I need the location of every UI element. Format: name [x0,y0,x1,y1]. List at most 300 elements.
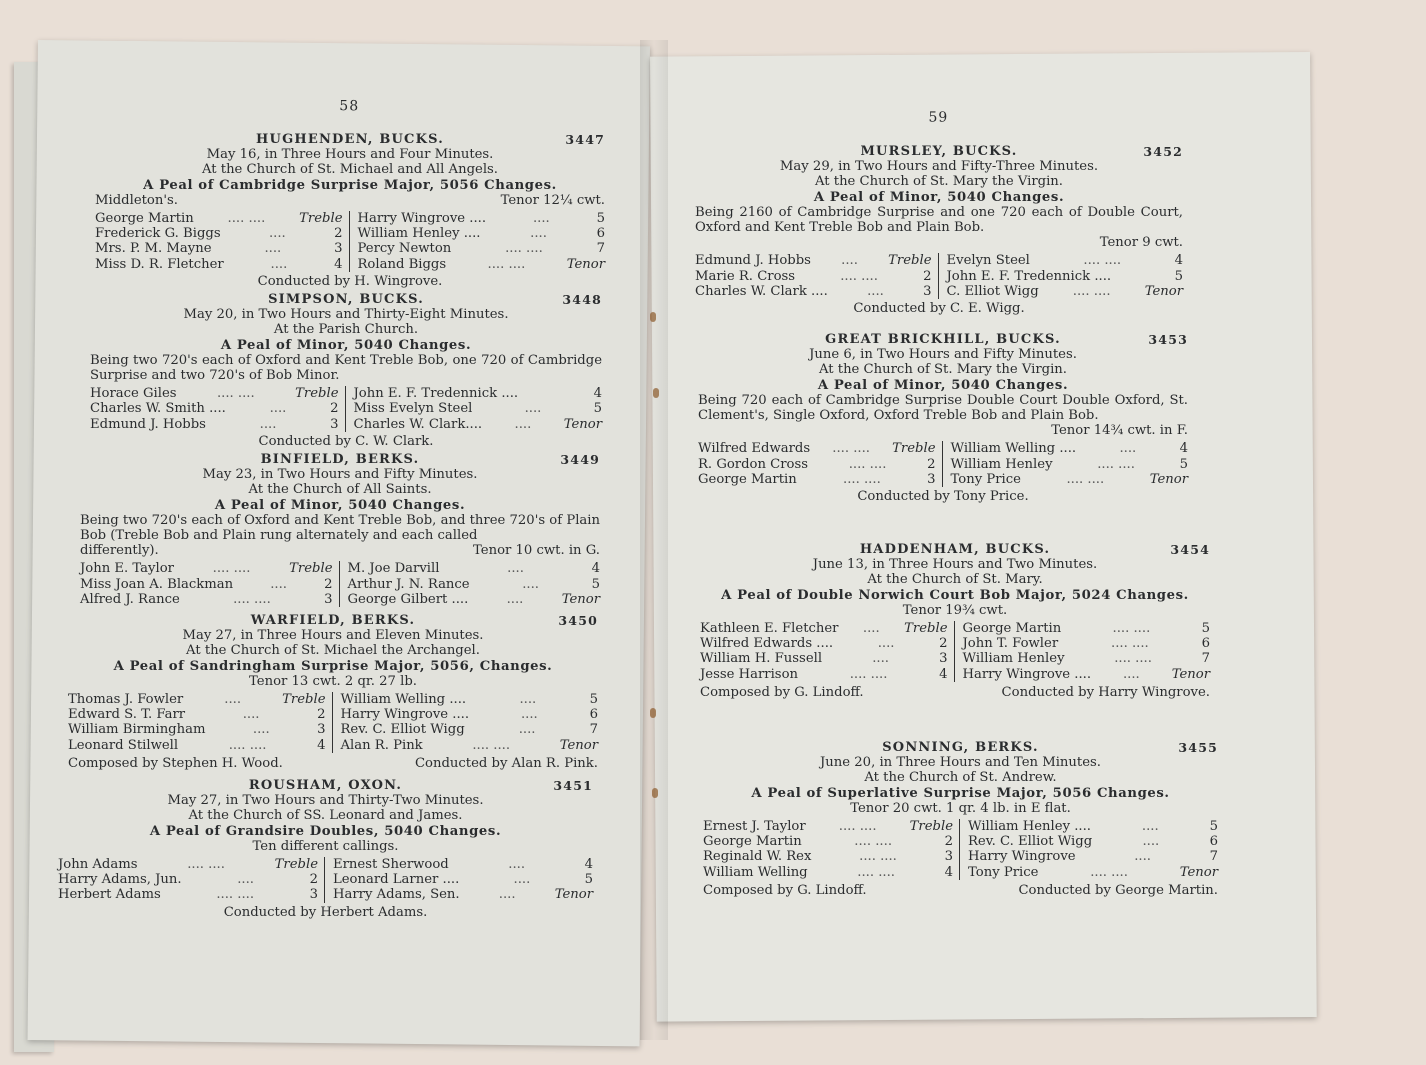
bell-position: 2 [927,456,936,472]
band-column-right [350,211,606,272]
ringer-row [58,857,318,872]
peal-entry [90,292,602,449]
bell-position: 6 [589,707,598,723]
peal-number: 3454 [1170,542,1210,557]
peal-entry [58,778,593,920]
conductor: Conducted by C. W. Clark. [258,433,434,449]
conductor: Conducted by Harry Wingrove. [1001,684,1210,700]
ringer-row [348,577,601,592]
bell-position: 7 [1201,651,1210,667]
band-column-left [68,692,333,753]
leader-dots: .... [270,576,288,592]
leader-dots: .... [1134,849,1151,865]
leader-dots: .... [259,416,277,432]
tenor-weight: Tenor 9 cwt. [1099,235,1183,251]
ringer-name: Ernest Sherwood [333,857,449,873]
ringer-row [703,819,953,834]
peal-method: A Peal of Superlative Surprise Major, 5056 Changes. [751,785,1170,801]
bell-position: Treble [909,819,953,835]
conductor: Conducted by George Martin. [1018,882,1218,898]
leader-dots: .... [1122,666,1140,682]
ringer-row [95,226,343,241]
bell-position: Tenor [1179,864,1218,880]
ringer-row [947,269,1184,284]
peal-description: Being 720 each of Cambridge Surprise Double Court Double Oxford, St. Clement's, Single Oxford, Oxford Treble Bob and Plain Bob. [698,392,1188,424]
band-column-left [703,819,960,880]
band-column-right [939,253,1184,299]
leader-dots: .... .... [1114,651,1152,667]
tenor-weight: Tenor 12¼ cwt. [500,192,605,208]
ringer-row [358,226,606,241]
ringer-name: William Henley .... [968,819,1091,835]
ringer-name: Tony Price [968,864,1039,880]
leader-dots: .... .... [472,737,511,753]
leader-dots: .... .... [859,849,897,865]
ringers-band [703,819,1218,880]
ringer-row [68,707,326,722]
ringer-row [963,651,1211,666]
peal-method: A Peal of Cambridge Surprise Major, 5056 Changes. [143,177,557,193]
ringer-name: Evelyn Steel [946,253,1030,269]
bell-position: 3 [324,591,333,607]
bell-position: 5 [1209,819,1218,835]
peal-time: May 20, in Two Hours and Thirty-Eight Minutes. [183,307,509,323]
ringer-name: Arthur J. N. Rance [347,576,470,592]
ringer-name: Edward S. T. Farr [68,707,186,723]
composer-conductor-line [700,685,1210,700]
peal-church: At the Church of St. Michael and All Angels. [201,162,498,178]
bell-position: 3 [927,471,936,487]
ringer-row [703,849,953,864]
peal-method: A Peal of Double Norwich Court Bob Major, 5024 Changes. [721,587,1189,603]
peal-time: May 16, in Three Hours and Four Minutes. [206,147,494,163]
ringer-row [333,887,593,902]
leader-dots: .... [242,707,260,723]
ringers-band [698,441,1188,487]
leader-dots: .... .... [1111,636,1149,652]
bell-position: 4 [584,857,593,873]
ringer-row [963,636,1211,651]
leader-dots: .... [252,722,270,738]
ringer-row [341,692,599,707]
leader-dots: .... [519,692,537,708]
bell-position: 5 [584,872,593,888]
ringer-name: Alfred J. Rance [80,591,180,607]
bell-position: 3 [334,241,343,257]
ringer-name: George Martin [703,834,802,850]
ringer-name: John E. Taylor [80,561,174,577]
composer-conductor-line [68,756,598,771]
bell-position: 3 [944,849,953,865]
tenor-weight: Tenor 19¾ cwt. [902,602,1008,618]
ringer-name: Percy Newton [357,241,452,257]
ringer-name: George Martin [698,471,797,487]
peal-entry [698,332,1188,504]
ringer-name: Kathleen E. Fletcher [700,621,839,637]
bell-position: 4 [1174,253,1183,269]
leader-dots: .... .... [187,857,225,873]
ringer-name: Harry Wingrove .... [340,707,470,723]
place-title: BINFIELD, BERKS. 3449 [260,452,600,467]
ringer-row [951,441,1189,456]
leader-dots: .... [224,692,242,708]
bell-position: 7 [596,241,605,257]
ringer-row [354,401,603,416]
ringer-row [80,592,333,607]
bell-position: 3 [317,722,326,738]
bell-position: 2 [330,401,339,417]
peal-number: 3450 [558,613,598,628]
ringer-name: Wilfred Edwards [698,441,811,457]
leader-dots: .... .... [1097,456,1135,472]
leader-dots: .... [532,211,550,227]
ringer-name: Leonard Larner .... [333,872,460,888]
band-column-left [90,386,346,432]
peal-number: 3452 [1143,144,1183,159]
bell-position: Treble [892,441,936,457]
bell-position: 4 [944,864,953,880]
ringer-name: Alan R. Pink [340,737,423,753]
peal-church: At the Church of St. Mary the Virgin. [818,362,1067,378]
bell-position: Treble [274,857,318,873]
ringers-band [68,692,598,753]
ringer-name: Edmund J. Hobbs [695,253,811,269]
ringer-row [968,865,1218,880]
ringer-row [354,386,603,401]
ringer-name: Harry Wingrove .... [962,666,1092,682]
ringer-row [354,417,603,432]
bell-position: 3 [939,651,948,667]
bell-position: 4 [317,737,326,753]
bell-position: 4 [1179,441,1188,457]
bell-position: 5 [591,576,600,592]
leader-dots: .... [498,887,516,903]
ringer-row [90,401,339,416]
peal-entry [700,542,1210,700]
ringer-name: John T. Fowler [962,636,1059,652]
peal-number: 3451 [553,778,593,793]
bell-position: 5 [589,692,598,708]
peal-time: May 29, in Two Hours and Fifty-Three Minutes. [779,159,1099,175]
peal-description: Being 2160 of Cambridge Surprise and one 720 each of Double Court, Oxford and Kent Treble Bob and Plain Bob. [695,204,1183,236]
peal-time: May 27, in Two Hours and Thirty-Two Minutes. [167,793,484,809]
leader-dots: .... .... [848,456,887,472]
bell-position: Tenor [1144,283,1183,299]
bell-position: Treble [904,621,948,637]
ringer-row [951,457,1189,472]
bell-position: 7 [1209,849,1218,865]
ringer-row [341,722,599,737]
peal-time: May 27, in Three Hours and Eleven Minutes. [182,628,484,644]
bell-position: 3 [923,283,932,299]
page-number: 58 [339,98,360,115]
ringer-name: Thomas J. Fowler [68,692,184,708]
ringer-name: Edmund J. Hobbs [90,416,206,432]
band-column-left [698,441,943,487]
ringer-name: Wilfred Edwards .... [700,636,834,652]
ringer-name: Harry Adams, Sen. [333,887,460,903]
leader-dots: .... .... [1083,253,1122,269]
bell-position: 2 [324,576,333,592]
leader-dots: .... .... [838,819,877,835]
description-tenor-line [80,543,600,558]
leader-dots: .... .... [216,887,255,903]
ringer-name: Charles W. Clark.... [353,416,483,432]
ringer-row [695,269,932,284]
ringer-row [968,849,1218,864]
ringer-row [68,722,326,737]
ringer-name: William Birmingham [68,722,206,738]
band-column-left [80,561,340,607]
ringer-name: Rev. C. Elliot Wigg [340,722,465,738]
staple-hole [652,788,658,798]
ringer-name: John E. F. Tredennick .... [353,386,519,402]
ringer-row [963,621,1211,636]
leader-dots: .... [1142,834,1160,850]
leader-dots: .... [530,226,547,242]
conductor: Conducted by Tony Price. [857,489,1029,505]
ringer-name: John E. F. Tredennick .... [946,268,1112,284]
leader-dots: .... [862,621,880,637]
peal-number: 3453 [1148,332,1188,347]
ringers-band [700,621,1210,682]
peal-number: 3447 [565,132,605,147]
peal-entry [68,613,598,771]
ringer-row [95,241,343,256]
leader-dots: .... .... [216,386,255,402]
ringer-name: George Martin [95,211,194,227]
ringer-row [95,211,343,226]
ringer-name: Leonard Stilwell [68,737,179,753]
place-title: SONNING, BERKS. 3455 [882,740,1218,755]
ringer-row [700,621,948,636]
peal-method: A Peal of Minor, 5040 Changes. [214,497,466,513]
leader-dots: .... [518,722,536,738]
bell-position: 3 [330,416,339,432]
ringer-name: George Martin [962,621,1062,637]
ringer-name: Charles W. Smith .... [90,401,226,417]
leader-dots: .... .... [1112,621,1151,637]
ringers-band [95,211,605,272]
composition-note: Ten different callings. [252,838,399,854]
ringer-row [68,692,326,707]
peal-time: June 20, in Three Hours and Ten Minutes. [820,755,1101,771]
ringer-name: R. Gordon Cross [698,456,809,472]
band-column-left [95,211,350,272]
bell-position: 5 [593,401,602,417]
bell-position: 4 [591,561,600,577]
ringer-name: Harry Wingrove [968,849,1076,865]
leader-dots: .... [514,416,532,432]
ringer-row [947,253,1184,268]
leader-dots [518,386,594,401]
leader-dots: .... [270,256,288,272]
bell-position: 6 [596,226,605,242]
leader-dots: .... .... [857,864,895,880]
peal-entry [695,144,1183,316]
leader-dots: .... [507,561,524,577]
bell-position: 4 [334,256,343,272]
ringer-row [698,472,936,487]
bell-position: 2 [309,872,318,888]
ringer-name: William Welling [703,864,808,880]
bell-position: 6 [1201,636,1210,652]
ringer-name: Rev. C. Elliot Wigg [968,834,1093,850]
ringer-row [703,865,953,880]
leader-dots: .... .... [1072,283,1111,299]
ringers-band [695,253,1183,299]
leader-dots: .... [268,226,286,242]
peal-method: A Peal of Minor, 5040 Changes. [817,377,1069,393]
ringer-name: Marie R. Cross [695,268,796,284]
bell-position: 2 [334,226,343,242]
ringer-row [963,667,1211,682]
staple-hole [653,388,659,398]
peal-church: At the Church of St. Mary. [867,572,1043,588]
composition-tenor-line [95,193,605,208]
bell-position: 2 [944,834,953,850]
ringer-row [947,284,1184,299]
ringer-name: Roland Biggs [357,256,447,272]
bell-position: Treble [295,386,339,402]
leader-dots: .... [1119,441,1137,457]
bell-position: Tenor [1149,471,1188,487]
ringer-row [358,241,606,256]
ringer-name: William Welling .... [340,692,467,708]
leader-dots: .... [1141,819,1159,835]
bell-position: Treble [282,692,326,708]
leader-dots: .... .... [849,666,888,682]
leader-dots: .... .... [832,441,870,457]
ringer-row [703,834,953,849]
ringer-row [333,872,593,887]
peal-number: 3455 [1178,740,1218,755]
tenor-weight: Tenor 20 cwt. 1 qr. 4 lb. in E flat. [850,800,1071,816]
staple-hole [650,708,656,718]
leader-dots: .... [877,636,895,652]
ringer-name: William Henley [950,456,1053,472]
band-column-right [325,857,593,903]
leader-dots: .... .... [233,591,271,607]
ringer-name: John Adams [58,857,138,873]
peal-time: May 23, in Two Hours and Fifty Minutes. [202,467,478,483]
peal-number: 3448 [562,292,602,307]
peal-time: June 6, in Two Hours and Fifty Minutes. [809,347,1077,363]
leader-dots: .... .... [840,268,878,284]
ringer-row [348,592,601,607]
composer: Composed by G. Lindoff. [700,684,864,700]
bell-position: 6 [1209,834,1218,850]
leader-dots: .... [524,401,542,417]
tenor-weight: Tenor 13 cwt. 2 qr. 27 lb. [249,673,417,689]
ringer-name: William Henley [962,651,1065,667]
bell-position: Tenor [563,416,602,432]
place-title: HUGHENDEN, BUCKS. 3447 [256,132,605,147]
composer: Composed by G. Lindoff. [703,882,867,898]
peal-description-end: differently). [80,543,159,559]
ringer-row [58,887,318,902]
place-title: GREAT BRICKHILL, BUCKS. 3453 [825,332,1188,347]
peal-time: June 13, in Three Hours and Two Minutes. [812,557,1098,573]
ringer-name: Miss D. R. Fletcher [95,256,224,272]
leader-dots: .... [237,872,254,888]
ringer-name: William Welling .... [950,441,1077,457]
ringer-row [58,872,318,887]
conductor: Conducted by H. Wingrove. [257,273,443,289]
ringer-row [90,386,339,401]
band-column-right [960,819,1218,880]
peal-church: At the Church of St. Michael the Archangel. [186,643,480,659]
bell-position: Treble [299,211,343,227]
composition-note: Middleton's. [95,192,178,208]
ringer-name: Miss Joan A. Blackman [80,576,234,592]
ringer-name: Ernest J. Taylor [703,819,806,835]
ringer-row [333,857,593,872]
ringer-name: C. Elliot Wigg [946,283,1039,299]
band-column-right [333,692,599,753]
ringer-row [68,738,326,753]
leader-dots: .... .... [1090,864,1128,880]
bell-position: 2 [923,268,932,284]
leader-dots: .... .... [1066,471,1105,487]
bell-position: 4 [593,386,602,402]
ringer-row [698,441,936,456]
conductor: Conducted by Alan R. Pink. [414,755,598,771]
band-column-right [955,621,1211,682]
band-column-right [346,386,603,432]
place-title: SIMPSON, BUCKS. 3448 [268,292,602,307]
leader-dots: .... .... [212,561,251,577]
ringer-name: Miss Evelyn Steel [353,401,473,417]
leader-dots: .... [513,872,531,888]
ringer-row [695,253,932,268]
leader-dots: .... [506,591,524,607]
peal-church: At the Church of St. Mary the Virgin. [814,174,1063,190]
band-column-left [58,857,325,903]
leader-dots: .... [520,707,538,723]
ringer-name: Tony Price [950,471,1021,487]
ringer-name: Harry Adams, Jun. [58,872,182,888]
peal-church: At the Church of SS. Leonard and James. [188,808,463,824]
bell-position: Tenor [554,887,593,903]
peal-number: 3449 [560,452,600,467]
bell-position: 5 [596,211,605,227]
leader-dots: .... [508,857,526,873]
leader-dots: .... [269,401,287,417]
bell-position: Treble [888,253,932,269]
band-column-right [340,561,601,607]
ringers-band [80,561,600,607]
page-number: 59 [928,109,949,126]
place-title: WARFIELD, BERKS. 3450 [250,613,598,628]
bell-position: 2 [939,636,948,652]
bell-position: 2 [317,707,326,723]
ringer-name: Harry Wingrove .... [357,211,487,227]
peal-entry [703,740,1218,898]
ringer-row [80,577,333,592]
leader-dots: .... .... [228,737,267,753]
ringer-name: Mrs. P. M. Mayne [95,241,212,257]
composer: Composed by Stephen H. Wood. [68,755,283,771]
ringer-name: Charles W. Clark .... [695,283,828,299]
leader-dots: .... [867,283,884,299]
conductor: Conducted by Herbert Adams. [223,904,428,920]
ringer-row [358,211,606,226]
ringer-name: M. Joe Darvill [347,561,440,577]
peal-method: A Peal of Minor, 5040 Changes. [220,337,472,353]
ringers-band [58,857,593,903]
peal-church: At the Church of All Saints. [248,482,432,498]
